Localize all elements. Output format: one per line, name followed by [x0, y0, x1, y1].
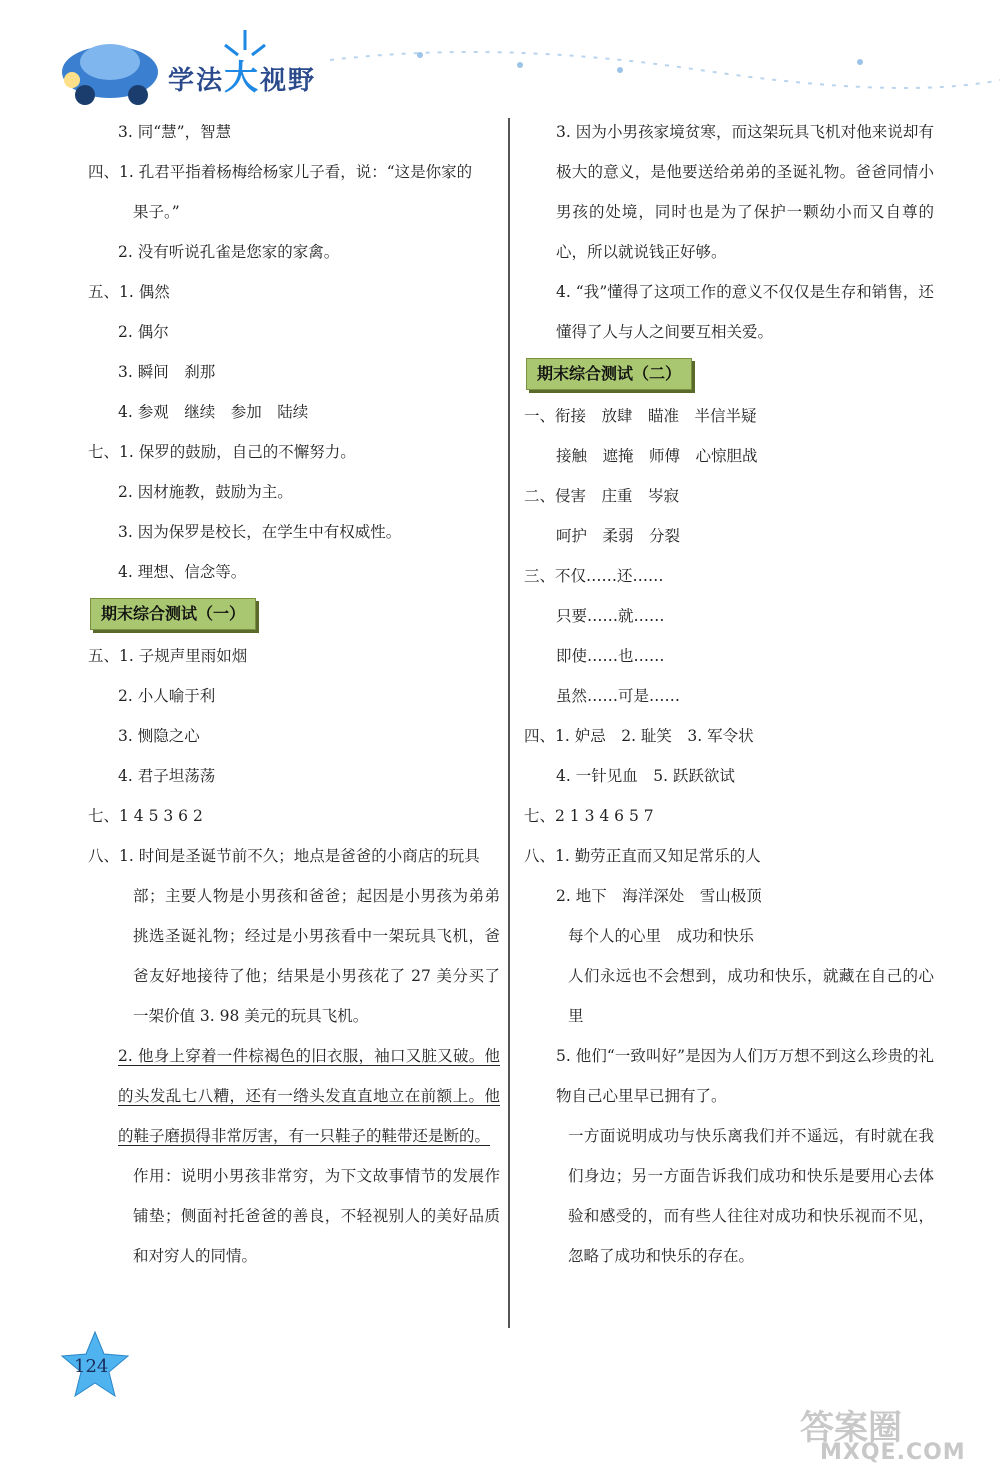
answer-line: 三、不仅……还……	[524, 567, 664, 585]
answer-line: 2. 地下 海洋深处 雪山极顶	[556, 887, 762, 905]
answer-line: 七、1. 保罗的鼓励，自己的不懈努力。	[88, 443, 356, 461]
answer-line: 4. 君子坦荡荡	[118, 767, 216, 785]
answer-line: 2. 因材施教，鼓励为主。	[118, 483, 293, 501]
brand-title: 学法大视野	[168, 58, 317, 98]
left-column	[88, 112, 500, 1276]
answer-line: 五、1. 偶然	[88, 283, 170, 301]
answer-line: 四、1. 孔君平指着杨梅给杨家儿子看，说：“这是你家的	[88, 163, 473, 181]
answer-line: 4. 参观 继续 参加 陆续	[118, 403, 309, 421]
answer-line: 八、1. 勤劳正直而又知足常乐的人	[524, 847, 761, 865]
answer-line: 4. 一针见血 5. 跃跃欲试	[556, 767, 735, 785]
answer-line: 即使……也……	[556, 647, 665, 665]
answer-line: 3. 恻隐之心	[118, 727, 200, 745]
answer-line: 3. 因为保罗是校长，在学生中有权威性。	[118, 523, 402, 541]
answer-line: 3. 同“慧”，智慧	[118, 123, 232, 141]
answer-line: 只要……就……	[556, 607, 665, 625]
answer-paragraph: 作用：说明小男孩非常穷，为下文故事情节的发展作铺垫；侧面衬托爸爸的善良，不轻视别人的美好品质和对穷人的同情。	[133, 1167, 500, 1265]
answer-line: 一、衔接 放肆 瞄准 半信半疑	[524, 407, 757, 425]
watermark-logo: 答案圈	[800, 1408, 902, 1448]
answer-paragraph: 5. 他们“一致叫好”是因为人们万万想不到这么珍贵的礼物自己心里早已拥有了。	[556, 1047, 934, 1105]
answer-paragraph: 部；主要人物是小男孩和爸爸；起因是小男孩为弟弟挑选圣诞礼物；经过是小男孩看中一架玩具飞机，爸爸友好地接待了他；结果是小男孩花了 27 美分买了一架价值 3. 98 美元的玩具飞机。	[133, 887, 500, 1025]
answer-line: 七、1 4 5 3 6 2	[88, 807, 203, 825]
answer-line: 2. 没有听说孔雀是您家的家禽。	[118, 243, 340, 261]
section-heading: 期末综合测试（二）	[526, 358, 692, 390]
answer-line: 二、侵害 庄重 岑寂	[524, 487, 680, 505]
answer-line: 4. 理想、信念等。	[118, 563, 247, 581]
right-column	[524, 112, 934, 1276]
answer-line: 呵护 柔弱 分裂	[556, 527, 681, 545]
car-mascot-icon	[62, 44, 158, 105]
answer-line: 五、1. 子规声里雨如烟	[88, 647, 248, 665]
answer-line: 2. 偶尔	[118, 323, 169, 341]
section-heading: 期末综合测试（一）	[90, 598, 256, 630]
underlined-answer-paragraph: 2. 他身上穿着一件棕褐色的旧衣服，袖口又脏又破。他的头发乱七八糟，还有一绺头发直直地立在前额上。他的鞋子磨损得非常厉害，有一只鞋子的鞋带还是断的。	[118, 1047, 500, 1145]
column-divider	[508, 118, 510, 1328]
answer-line: 3. 瞬间 刹那	[118, 363, 216, 381]
answer-line: 虽然……可是……	[556, 687, 681, 705]
page-header	[0, 0, 1000, 110]
page-number: 124	[74, 1356, 109, 1377]
answer-paragraph: 3. 因为小男孩家境贫寒，而这架玩具飞机对他来说却有极大的意义，是他要送给弟弟的圣诞礼物。爸爸同情小男孩的处境，同时也是为了保护一颗幼小而又自尊的心，所以就说钱正好够。	[556, 123, 934, 261]
answer-line: 四、1. 妒忌 2. 耻笑 3. 军令状	[524, 727, 754, 745]
answer-line: 七、2 1 3 4 6 5 7	[524, 807, 654, 825]
answer-line: 八、1. 时间是圣诞节前不久；地点是爸爸的小商店的玩具	[88, 847, 480, 865]
page-number-badge	[60, 1330, 130, 1400]
watermark-url: MXQE.COM	[820, 1440, 966, 1465]
answer-line: 每个人的心里 成功和快乐	[568, 927, 755, 945]
answer-paragraph: 人们永远也不会想到，成功和快乐，就藏在自己的心里	[568, 967, 934, 1025]
answer-line: 接触 遮掩 师傅 心惊胆战	[556, 447, 758, 465]
answer-line: 果子。”	[133, 203, 180, 221]
answer-line: 2. 小人喻于利	[118, 687, 216, 705]
header-decoration	[0, 0, 1000, 110]
answer-paragraph: 一方面说明成功与快乐离我们并不遥远，有时就在我们身边；另一方面告诉我们成功和快乐是要用心去体验和感受的，而有些人往往对成功和快乐视而不见，忽略了成功和快乐的存在。	[568, 1127, 934, 1265]
answer-paragraph: 4. “我”懂得了这项工作的意义不仅仅是生存和销售，还懂得了人与人之间要互相关爱。	[556, 283, 934, 341]
